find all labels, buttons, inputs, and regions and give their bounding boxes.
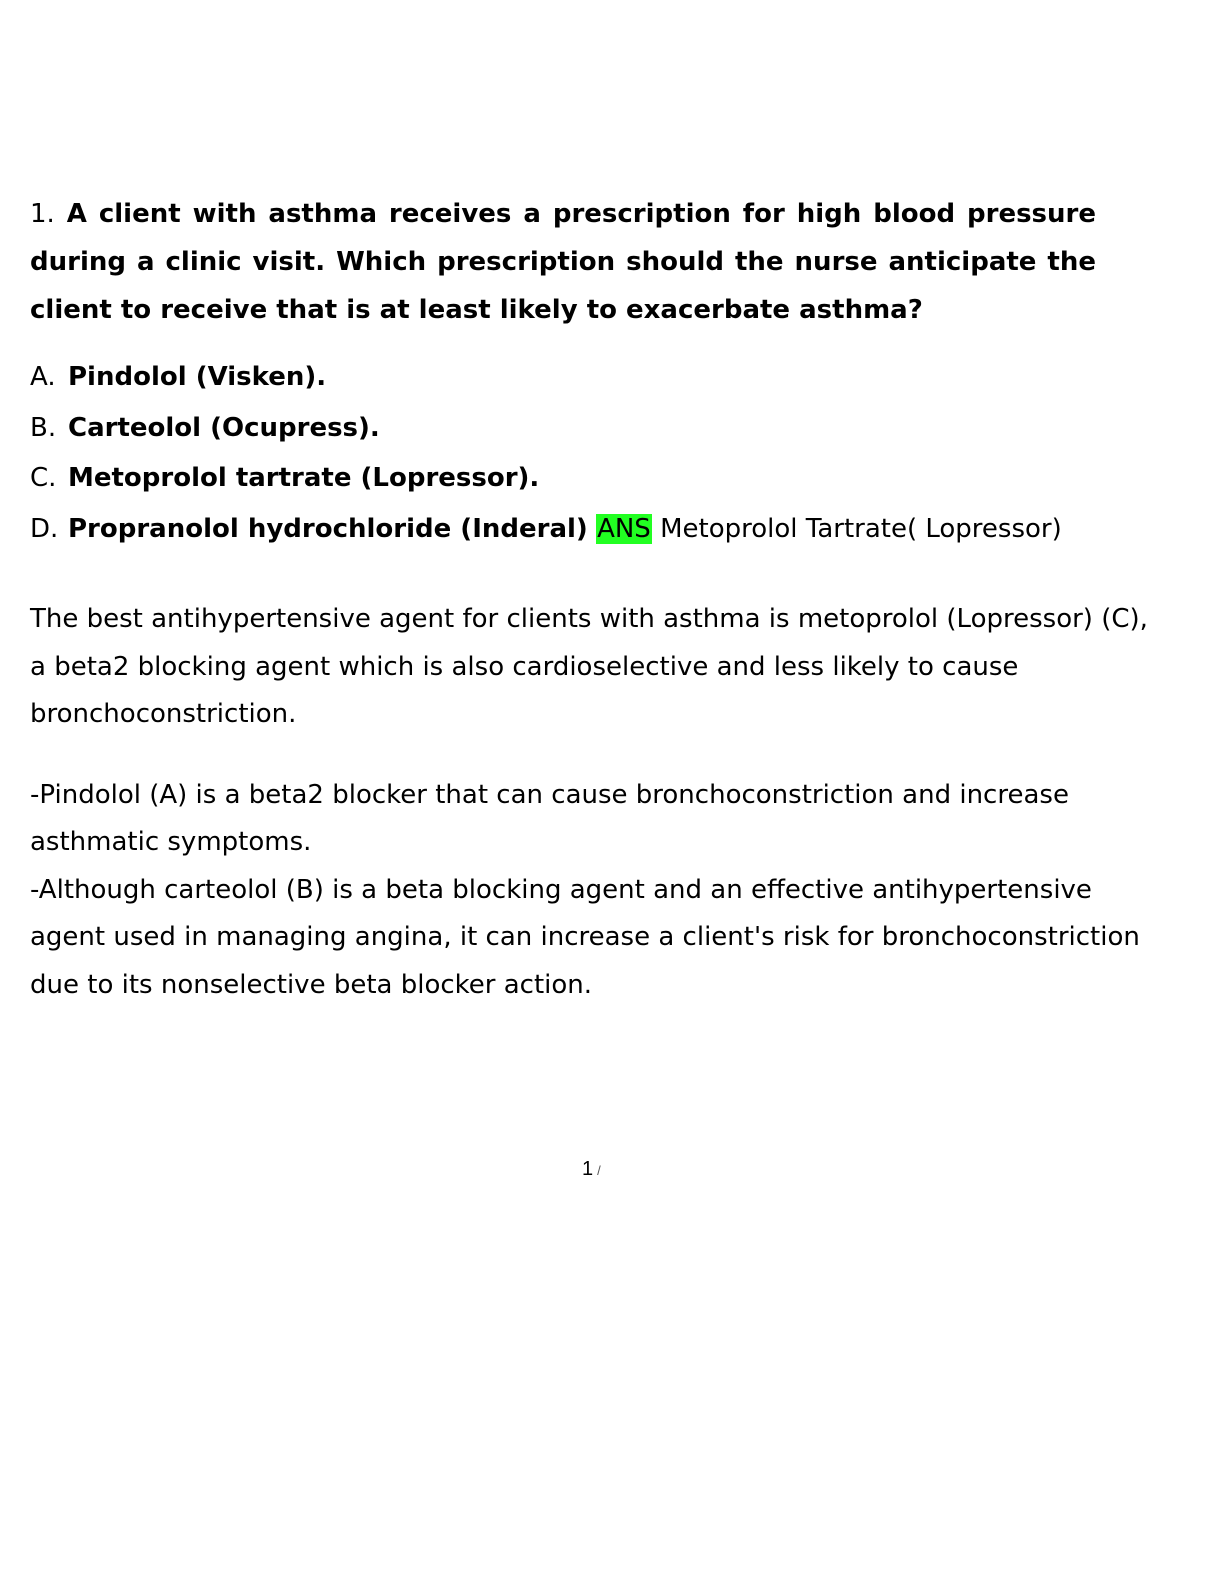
page-number <box>582 1158 601 1181</box>
option-letter: C. <box>30 463 57 493</box>
option-letter: B. <box>30 412 57 443</box>
option-text: Propranolol hydrochloride (Inderal) <box>68 513 588 544</box>
page-number-value: 1 <box>582 1158 594 1180</box>
option-text: Metoprolol tartrate (Lopressor). <box>68 463 540 493</box>
option-c <box>30 453 1170 504</box>
question-text: A client with asthma receives a prescription for high blood pressure during a clinic visit. Which prescription should the nurse anticipate the client to receive that is at least likely to exacerbate asthma? <box>30 199 1096 325</box>
option-d <box>30 504 1170 555</box>
distractor-explanations <box>30 772 1170 1010</box>
distractor-a: -Pindolol (A) is a beta2 blocker that can cause bronchoconstriction and increase asthmatic symptoms. <box>30 779 1069 857</box>
answer-text: Metoprolol Tartrate( Lopressor) <box>660 513 1062 544</box>
option-b <box>30 403 1170 454</box>
option-text: Pindolol (Visken). <box>68 362 327 392</box>
answer-options <box>30 352 1170 554</box>
question <box>30 190 1096 334</box>
document-page <box>30 190 1170 1009</box>
option-letter: A. <box>30 362 56 392</box>
option-text: Carteolol (Ocupress). <box>68 412 380 443</box>
distractor-b: -Although carteolol (B) is a beta blocking agent and an effective antihypertensive agent used in managing angina, it can increase a client's risk for bronchoconstriction due to its nonselective beta blocker action. <box>30 874 1140 1000</box>
page-number-separator: / <box>597 1163 601 1178</box>
answer-tag: ANS <box>597 513 651 544</box>
option-letter: D. <box>30 513 59 544</box>
rationale: The best antihypertensive agent for clients with asthma is metoprolol (Lopressor) (C), a beta2 blocking agent which is also cardioselective and less likely to cause bronchoconstriction. <box>30 604 1148 729</box>
question-number: 1. <box>30 199 55 229</box>
option-a <box>30 352 1170 403</box>
